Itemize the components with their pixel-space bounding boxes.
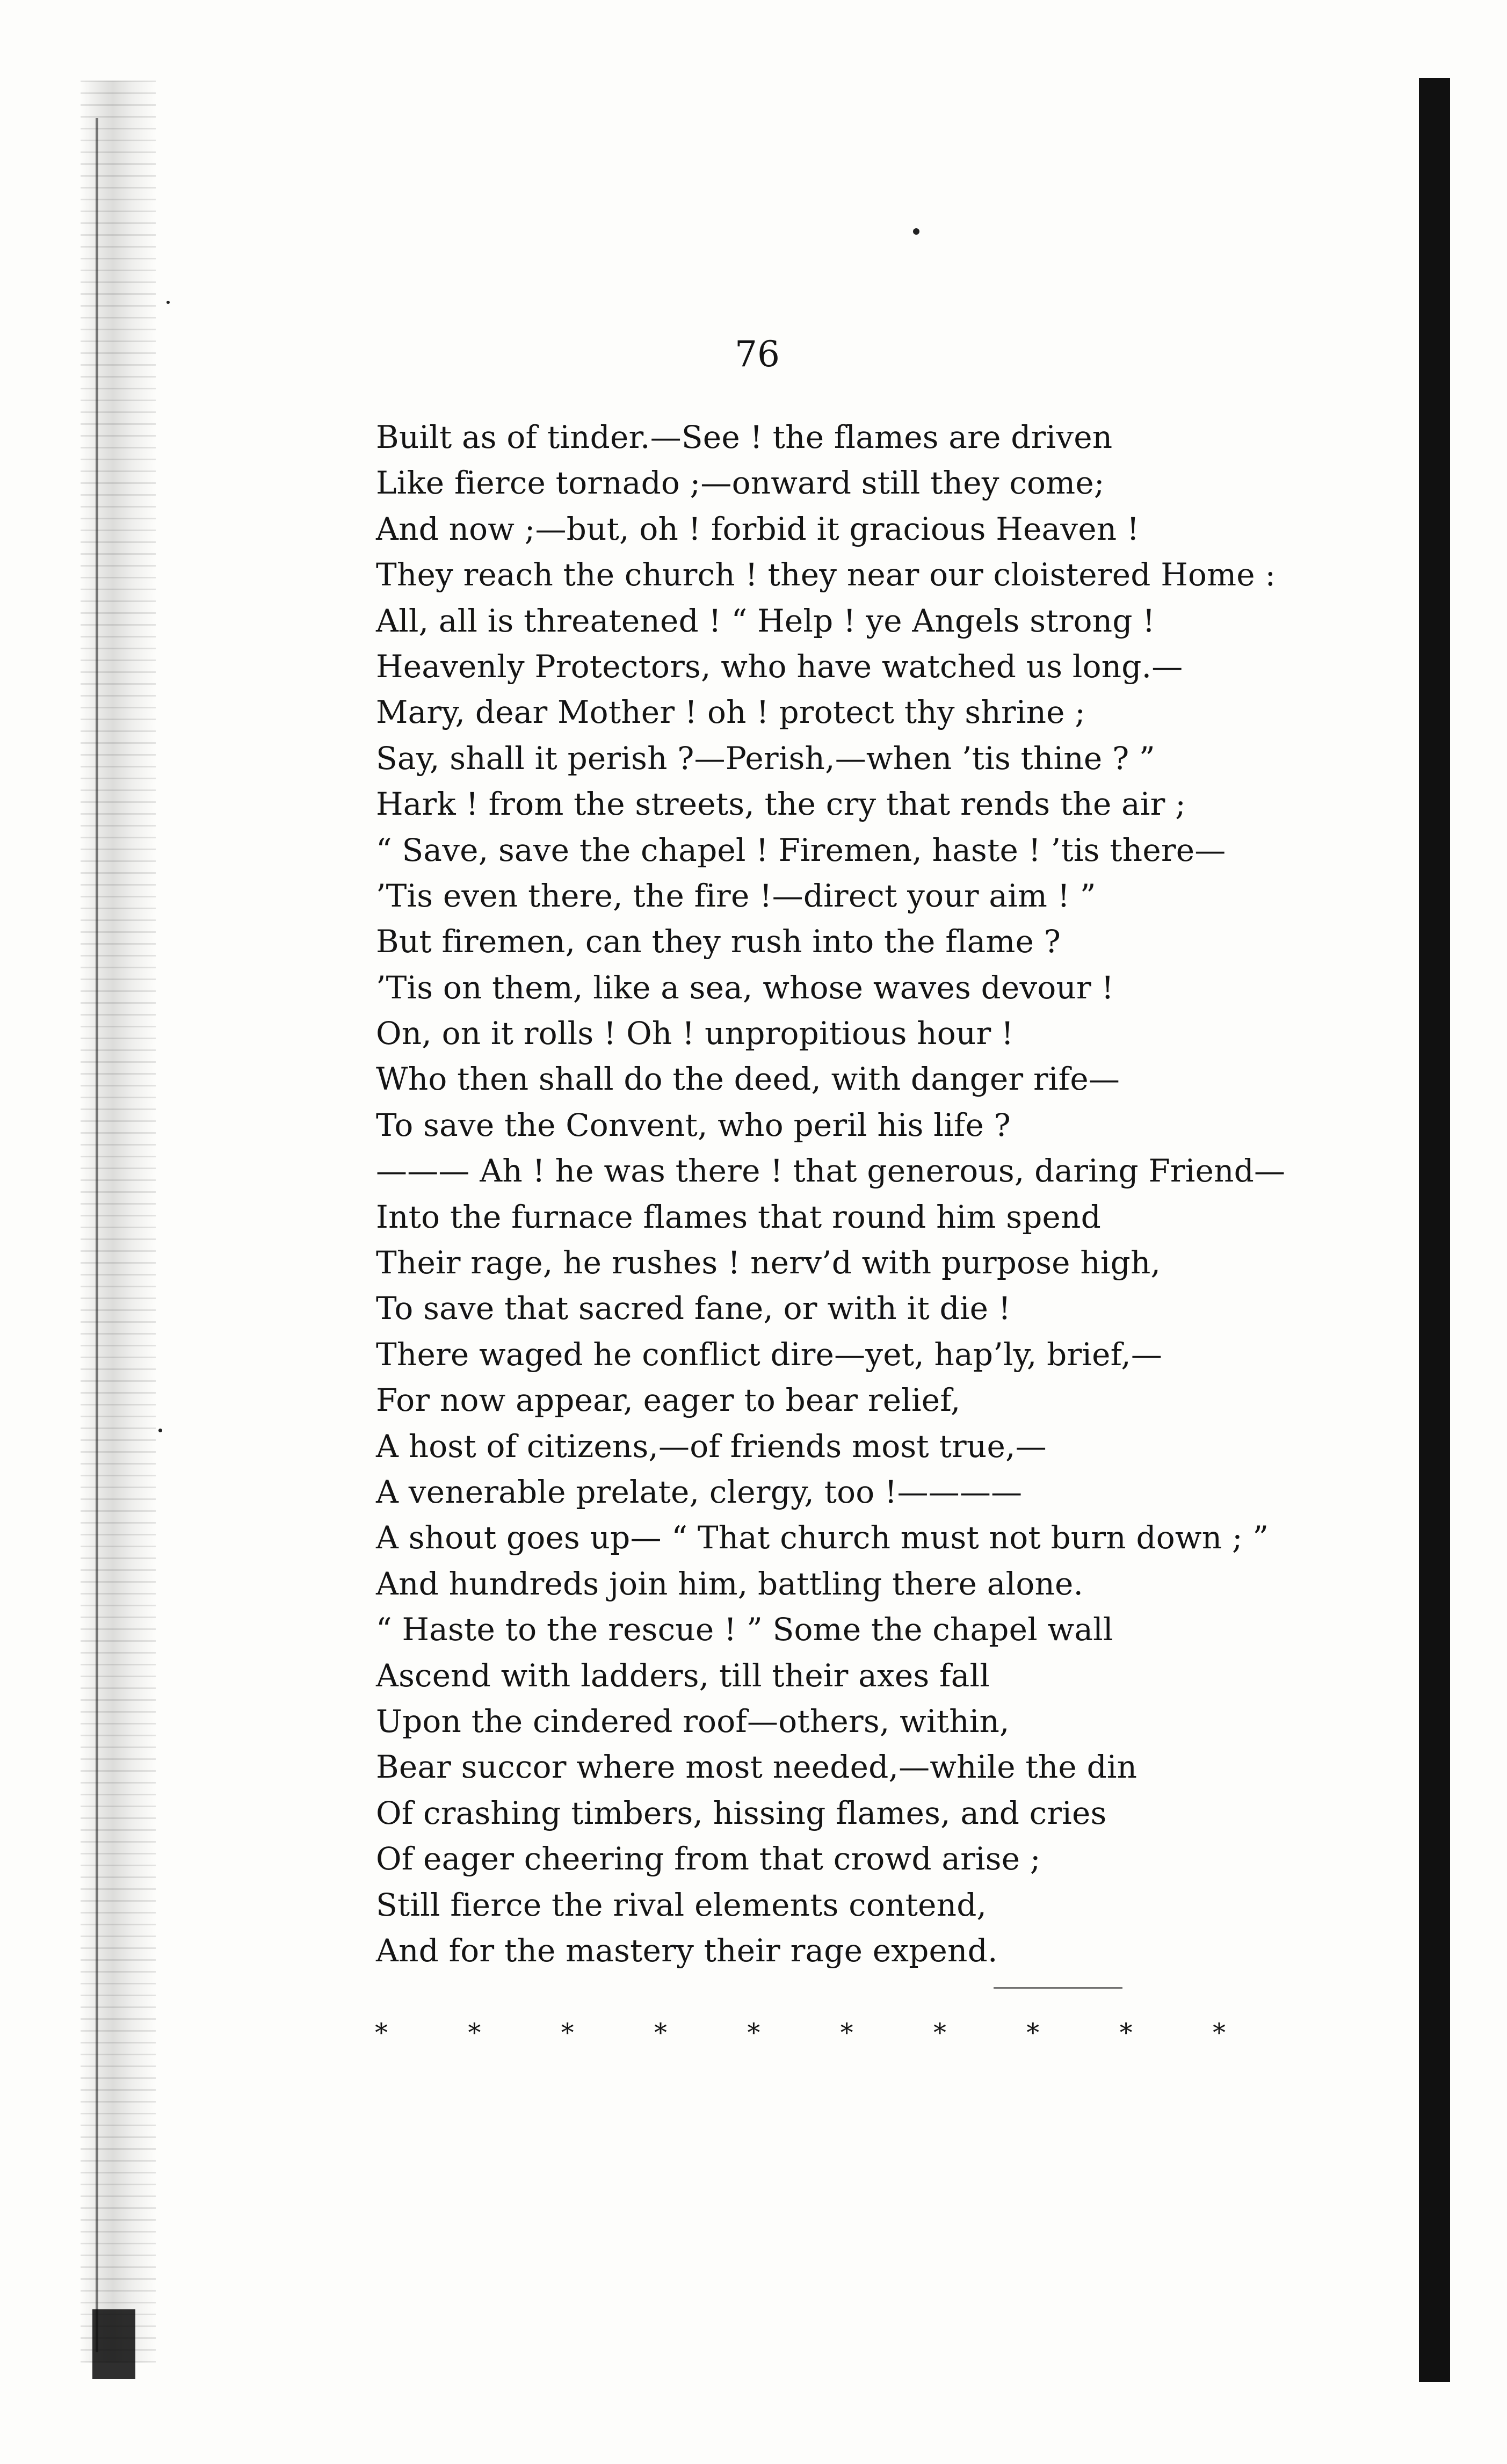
asterisk-glyph: * [1119,2018,1133,2048]
asterisk-glyph: * [561,2018,574,2048]
verse-line: Like fierce tornado ;—onward still they come; [376,465,1105,502]
asterisk-glyph: * [933,2018,946,2048]
verse-line: A host of citizens,—of friends most true,— [376,1427,1047,1465]
verse-line: Into the furnace flames that round him spend [376,1198,1101,1235]
verse-line: A shout goes up— “ That church must not burn down ; ” [376,1519,1269,1556]
binding-foot-mark [92,2309,135,2379]
poem-verse [376,415,1407,1974]
verse-line: Bear succor where most needed,—while the din [376,1749,1138,1786]
verse-line: To save that sacred fane, or with it die ! [376,1290,1011,1327]
verse-line: Their rage, he rushes ! nerv’d with purpose high, [376,1244,1161,1281]
section-rule [994,1987,1122,1989]
verse-line: “ Haste to the rescue ! ” Some the chapel wall [376,1611,1113,1648]
asterisk-glyph: * [468,2018,481,2048]
asterisk-glyph: * [1212,2018,1226,2048]
verse-line: Built as of tinder.—See ! the flames are driven [376,419,1113,455]
asterisk-glyph: * [654,2018,667,2048]
verse-line: Ascend with ladders, till their axes fall [376,1657,990,1694]
verse-line: Who then shall do the deed, with danger rife— [376,1061,1120,1098]
verse-line: To save the Convent, who peril his life ? [376,1106,1011,1143]
verse-line: And for the mastery their rage expend. [376,1932,998,1969]
verse-line: Of eager cheering from that crowd arise ; [376,1840,1041,1878]
verse-line: And now ;—but, oh ! forbid it gracious Heaven ! [376,510,1140,547]
asterisk-glyph: * [375,2018,388,2048]
verse-line: There waged he conflict dire—yet, hap’ly, brief,— [376,1336,1163,1373]
verse-line: Say, shall it perish ?—Perish,—when ’tis thine ? ” [376,740,1155,777]
verse-line: But firemen, can they rush into the flame ? [376,923,1061,960]
asterism-divider [371,2017,1230,2049]
asterisk-glyph: * [747,2018,760,2048]
verse-line: ’Tis even there, the fire !—direct your aim ! ” [376,877,1096,914]
asterisk-glyph: * [1026,2018,1040,2048]
page-number: 76 [735,334,780,375]
page-edge-shadow [1419,78,1450,2382]
verse-line: Still fierce the rival elements contend, [376,1886,987,1923]
verse-line: Heavenly Protectors, who have watched us long.— [376,648,1183,685]
verse-line: Hark ! from the streets, the cry that rends the air ; [376,786,1186,823]
verse-line: “ Save, save the chapel ! Firemen, haste ! ’tis there— [376,831,1226,868]
verse-line: ’Tis on them, like a sea, whose waves devour ! [376,969,1114,1006]
verse-line: On, on it rolls ! Oh ! unpropitious hour ! [376,1015,1014,1052]
ink-speck [913,228,919,235]
verse-line: Upon the cindered roof—others, within, [376,1702,1010,1740]
verse-line: Mary, dear Mother ! oh ! protect thy shrine ; [376,694,1086,731]
verse-line: A venerable prelate, clergy, too !———— [376,1473,1023,1510]
binding-gutter [81,81,156,2363]
verse-line: All, all is threatened ! “ Help ! ye Angels strong ! [376,602,1155,639]
verse-line: For now appear, eager to bear relief, [376,1382,961,1419]
verse-line: ——— Ah ! he was there ! that generous, daring Friend— [376,1153,1286,1190]
verse-line: Of crashing timbers, hissing flames, and cries [376,1794,1107,1831]
ink-speck [166,301,170,304]
binding-edge-line [96,118,98,2352]
verse-line: They reach the church ! they near our cloistered Home : [376,556,1276,593]
asterisk-glyph: * [840,2018,853,2048]
ink-speck [158,1429,162,1432]
verse-line: And hundreds join him, battling there alone. [376,1565,1084,1602]
